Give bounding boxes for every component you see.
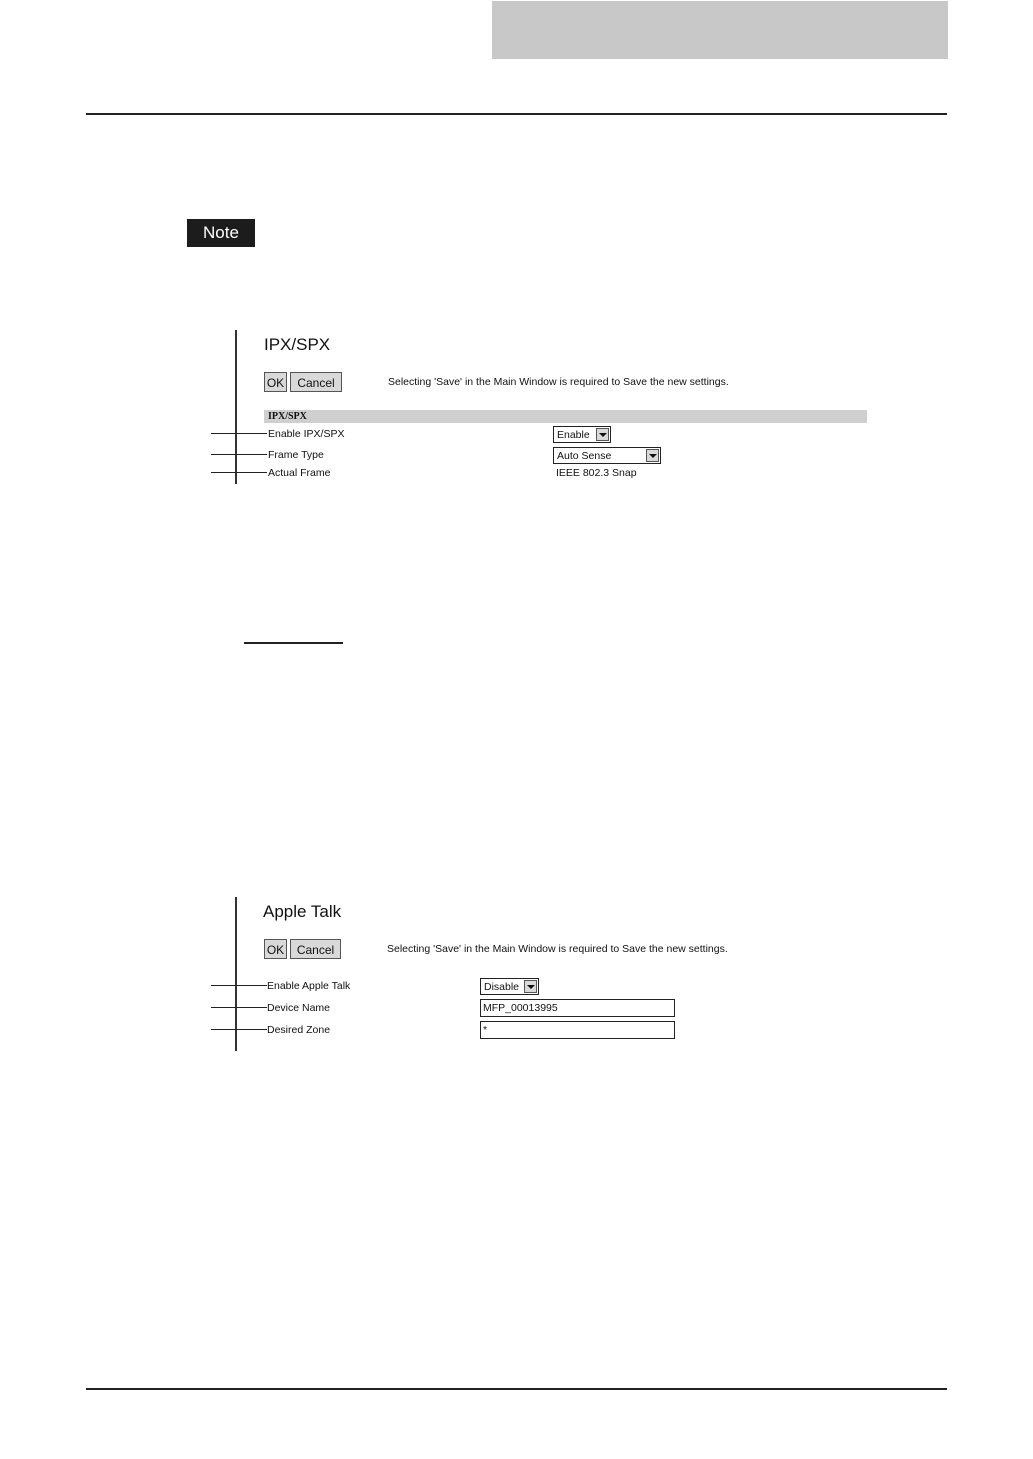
desired-zone-label: Desired Zone <box>267 1024 331 1036</box>
appletalk-panel-border <box>235 897 237 1051</box>
desired-zone-input[interactable]: * <box>480 1021 675 1039</box>
enable-appletalk-value: Disable <box>484 981 520 993</box>
ipx-section-header: IPX/SPX <box>264 410 867 423</box>
chevron-down-icon <box>596 428 609 441</box>
leader-line <box>211 985 267 986</box>
leader-line <box>211 1029 267 1030</box>
ipx-save-hint: Selecting 'Save' in the Main Window is required to Save the new settings. <box>388 376 729 388</box>
appletalk-save-hint: Selecting 'Save' in the Main Window is required to Save the new settings. <box>387 943 728 955</box>
leader-line <box>211 472 267 473</box>
ipx-panel-border <box>235 330 237 484</box>
leader-line <box>211 433 267 434</box>
appletalk-panel-title: Apple Talk <box>263 902 342 921</box>
bottom-rule <box>86 1388 947 1390</box>
frame-type-label: Frame Type <box>268 449 324 461</box>
frame-type-value: Auto Sense <box>557 450 612 462</box>
ipx-ok-button[interactable]: OK <box>264 372 287 392</box>
enable-ipx-value: Enable <box>557 429 590 441</box>
header-bar <box>492 1 948 59</box>
short-underline <box>244 642 343 644</box>
appletalk-cancel-button[interactable]: Cancel <box>290 939 341 959</box>
leader-line <box>211 1007 267 1008</box>
leader-line <box>211 454 267 455</box>
device-name-input[interactable]: MFP_00013995 <box>480 999 675 1017</box>
note-badge: Note <box>187 219 255 247</box>
enable-appletalk-label: Enable Apple Talk <box>267 980 351 992</box>
actual-frame-value: IEEE 802.3 Snap <box>556 467 637 479</box>
device-name-label: Device Name <box>267 1002 331 1014</box>
enable-ipx-label: Enable IPX/SPX <box>268 428 345 440</box>
chevron-down-icon <box>646 449 659 462</box>
appletalk-ok-button[interactable]: OK <box>264 939 287 959</box>
actual-frame-label: Actual Frame <box>268 467 331 479</box>
ipx-cancel-button[interactable]: Cancel <box>290 372 342 392</box>
top-rule <box>86 113 947 115</box>
chevron-down-icon <box>524 980 537 993</box>
ipx-panel-title: IPX/SPX <box>264 335 331 354</box>
frame-type-select[interactable] <box>553 447 661 464</box>
enable-appletalk-select[interactable] <box>480 978 539 995</box>
enable-ipx-select[interactable] <box>553 426 611 443</box>
